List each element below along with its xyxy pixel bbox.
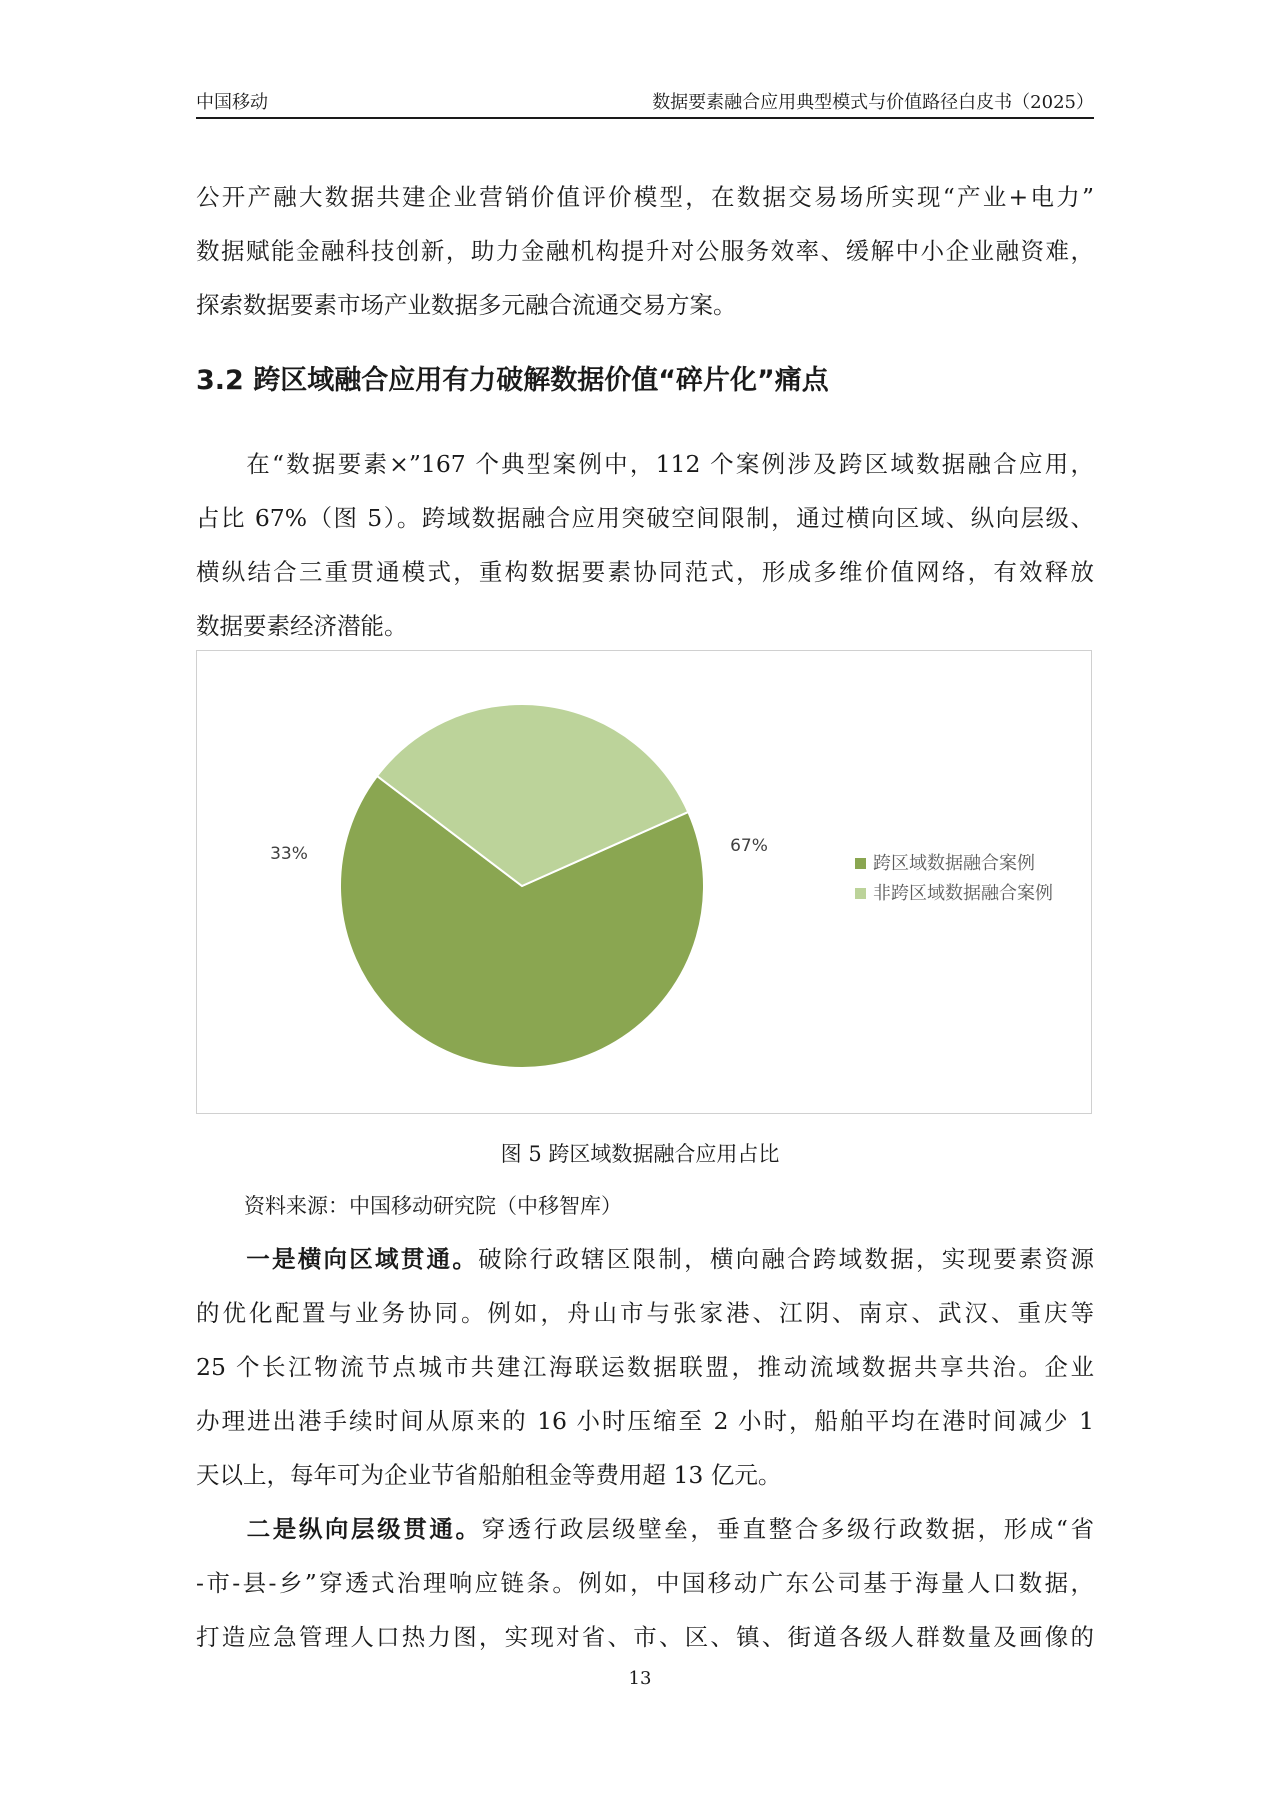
text-line-content: 在“数据要素×”167 个典型案例中，112 个案例涉及跨区域数据融合应用， [244,450,1094,478]
text-line: 数据要素经济潜能。 [196,612,408,640]
text-line: 探索数据要素市场产业数据多元融合流通交易方案。 [196,291,737,319]
paragraph-1 [196,437,1094,653]
slice-data-label: 67% [730,836,768,856]
legend-swatch [855,888,866,899]
paragraph-3 [196,1502,1094,1664]
text-line: 天以上，每年可为企业节省船舶租金等费用超 13 亿元。 [196,1461,782,1489]
text-line: 公开产融大数据共建企业营销价值评价模型，在数据交易场所实现“产业+电力” [196,183,1094,211]
text-line [196,1502,1094,1556]
figure-caption: 图 5 跨区域数据融合应用占比 [500,1142,780,1166]
legend-label: 跨区域数据融合案例 [873,853,1035,874]
pie-chart-figure [196,650,1092,1114]
text-line: 横纵结合三重贯通模式，重构数据要素协同范式，形成多维价值网络，有效释放 [196,558,1094,586]
text-line: 的优化配置与业务协同。例如，舟山市与张家港、江阴、南京、武汉、重庆等 [196,1299,1094,1327]
page-header [196,88,1094,116]
text-line: -市-县-乡”穿透式治理响应链条。例如，中国移动广东公司基于海量人口数据， [196,1569,1094,1597]
text-line [196,437,1094,491]
pie-chart [197,651,1093,1115]
text-line: 打造应急管理人口热力图，实现对省、市、区、镇、街道各级人群数量及画像的 [196,1623,1094,1651]
figure-source: 资料来源：中国移动研究院（中移智库） [244,1194,622,1218]
lead-phrase: 一是横向区域贯通。 [244,1245,479,1273]
text-line: 占比 67%（图 5）。跨域数据融合应用突破空间限制，通过横向区域、纵向层级、 [196,504,1094,532]
page-number: 13 [628,1668,652,1689]
text-line-content: 破除行政辖区限制，横向融合跨域数据，实现要素资源 [478,1245,1095,1273]
intro-paragraph [196,170,1094,332]
header-rule [196,117,1094,119]
slice-data-label: 33% [270,844,308,864]
paragraph-2 [196,1232,1094,1502]
text-line: 25 个长江物流节点城市共建江海联运数据联盟，推动流域数据共享共治。企业 [196,1353,1094,1381]
text-line-content: 穿透行政层级壁垒，垂直整合多级行政数据，形成“省 [481,1515,1095,1543]
legend-label: 非跨区域数据融合案例 [873,883,1053,904]
text-line [196,1232,1094,1286]
section-heading: 3.2 跨区域融合应用有力破解数据价值“碎片化”痛点 [196,365,829,396]
lead-phrase: 二是纵向层级贯通。 [244,1515,482,1543]
header-org: 中国移动 [196,92,268,113]
text-line: 数据赋能金融科技创新，助力金融机构提升对公服务效率、缓解中小企业融资难， [196,237,1094,265]
header-doc-title: 数据要素融合应用典型模式与价值路径白皮书（2025） [652,92,1094,113]
legend-swatch [855,858,866,869]
text-line: 办理进出港手续时间从原来的 16 小时压缩至 2 小时，船舶平均在港时间减少 1 [196,1407,1094,1435]
